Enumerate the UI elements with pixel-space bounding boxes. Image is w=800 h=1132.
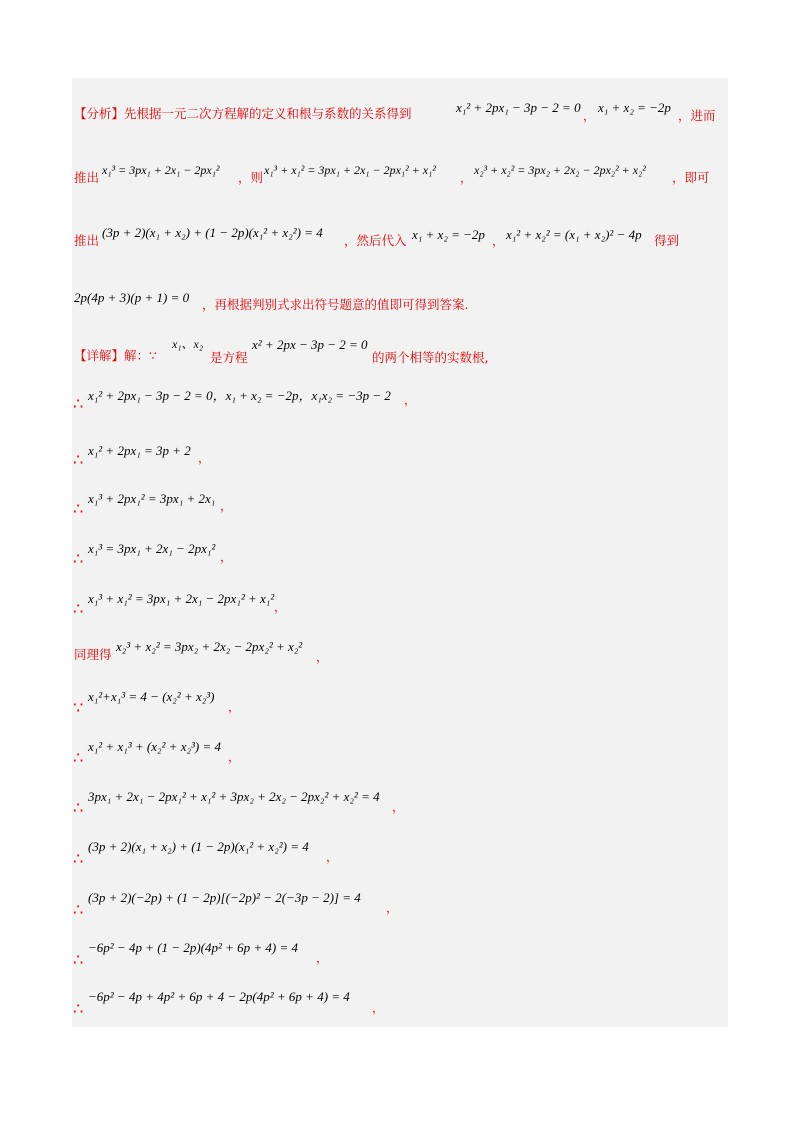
comma: ， bbox=[220, 550, 233, 564]
analysis-text: ，然后代入 bbox=[344, 233, 407, 248]
therefore-symbol: ∴ bbox=[73, 849, 84, 868]
formula: x₁² + x₂² = (x₁ + x₂)² − 4p bbox=[506, 227, 642, 242]
because-symbol: ∵ bbox=[73, 698, 84, 717]
analysis-text: 推出 bbox=[74, 170, 100, 185]
therefore-symbol: ∴ bbox=[73, 499, 84, 518]
formula: x² + 2px − 3p − 2 = 0 bbox=[252, 337, 368, 352]
formula-step-3: x₁³ + 2px₁² = 3px₁ + 2x₁ bbox=[88, 491, 216, 506]
formula: x₁ + x₂ = −2p bbox=[412, 227, 485, 242]
analysis-line-1 bbox=[74, 108, 412, 121]
comma: ， bbox=[228, 700, 241, 714]
formula-step-13: −6p² − 4p + 4p² + 6p + 4 − 2p(4p² + 6p + 4) = 4 bbox=[88, 989, 350, 1004]
formula-step-7: x₁²+x₁³ = 4 − (x₂² + x₂³) bbox=[88, 689, 215, 704]
analysis-text: ，即可 bbox=[672, 170, 710, 185]
therefore-symbol: ∴ bbox=[73, 798, 84, 817]
analysis-text: 得到 bbox=[654, 233, 680, 248]
therefore-symbol: ∴ bbox=[73, 999, 84, 1018]
comma: ， bbox=[316, 650, 329, 664]
formula-step-1: x₁² + 2px₁ − 3p − 2 = 0，x₁ + x₂ = −2p，x₁x₂ = −3p − 2 bbox=[88, 388, 391, 403]
comma: ， bbox=[492, 234, 505, 248]
comma: ， bbox=[392, 800, 405, 814]
formula: 2p(4p + 3)(p + 1) = 0 bbox=[74, 290, 190, 305]
comma: ， bbox=[228, 750, 241, 764]
analysis-text: ，进而 bbox=[678, 108, 716, 123]
comma: ， bbox=[372, 1001, 385, 1015]
comma: ， bbox=[220, 499, 233, 513]
therefore-symbol: ∴ bbox=[73, 748, 84, 767]
formula-step-5: x₁³ + x₁² = 3px₁ + 2x₁ − 2px₁² + x₁² bbox=[88, 591, 275, 606]
formula-step-11: (3p + 2)(−2p) + (1 − 2p)[(−2p)² − 2(−3p − 2)] = 4 bbox=[88, 890, 361, 905]
analysis-text: ，再根据判别式求出符号题意的值即可得到答案. bbox=[202, 297, 469, 312]
analysis-text: 推出 bbox=[74, 233, 100, 248]
comma: ， bbox=[198, 451, 211, 465]
therefore-symbol: ∴ bbox=[73, 450, 84, 469]
solution-text: 是方程 bbox=[210, 350, 248, 365]
comma: ， bbox=[386, 901, 399, 915]
analysis-text: ，则 bbox=[238, 170, 264, 185]
formula: x₁、x₂ bbox=[172, 337, 203, 351]
solution-intro bbox=[74, 350, 157, 363]
comma: ， bbox=[316, 951, 329, 965]
comma: ， bbox=[460, 171, 473, 185]
comma: ， bbox=[326, 850, 339, 864]
formula-step-12: −6p² − 4p + (1 − 2p)(4p² + 6p + 4) = 4 bbox=[88, 940, 299, 955]
solution-text: 的两个相等的实数根, bbox=[372, 350, 489, 365]
therefore-symbol: ∴ bbox=[73, 950, 84, 969]
comma: ， bbox=[274, 600, 287, 614]
formula: x₁³ + x₁² = 3px₁ + 2x₁ − 2px₁² + x₁² bbox=[264, 163, 436, 177]
therefore-symbol: ∴ bbox=[73, 599, 84, 618]
solution-tag: 【详解】 bbox=[74, 348, 125, 363]
formula: x₁ + x₂ = −2p bbox=[598, 100, 671, 115]
formula: x₂³ + x₂² = 3px₂ + 2x₂ − 2px₂² + x₂² bbox=[474, 163, 646, 177]
formula-step-8: x₁² + x₁³ + (x₂² + x₂³) = 4 bbox=[88, 739, 221, 754]
formula-step-10: (3p + 2)(x₁ + x₂) + (1 − 2p)(x₁² + x₂²) = 4 bbox=[88, 839, 309, 854]
formula: x₁² + 2px₁ − 3p − 2 = 0 bbox=[456, 100, 581, 115]
analysis-tag: 【分析】 bbox=[74, 106, 125, 121]
therefore-symbol: ∴ bbox=[73, 900, 84, 919]
formula-step-4: x₁³ = 3px₁ + 2x₁ − 2px₁² bbox=[88, 541, 216, 556]
formula-step-9: 3px₁ + 2x₁ − 2px₁² + x₁² + 3px₂ + 2x₂ − 2px₂² + x₂² = 4 bbox=[88, 789, 380, 804]
comma: ， bbox=[404, 393, 417, 407]
analysis-text: 先根据一元二次方程解的定义和根与系数的关系得到 bbox=[124, 106, 412, 121]
formula-step-6: x₂³ + x₂² = 3px₂ + 2x₂ − 2px₂² + x₂² bbox=[116, 639, 303, 654]
comma: ， bbox=[583, 109, 596, 123]
formula: x₁³ = 3px₁ + 2x₁ − 2px₁² bbox=[102, 163, 220, 177]
solution-text: 解：∵ bbox=[124, 348, 157, 363]
formula: (3p + 2)(x₁ + x₂) + (1 − 2p)(x₁² + x₂²) = 4 bbox=[102, 225, 323, 240]
solution-text: 同理得 bbox=[74, 647, 112, 662]
therefore-symbol: ∴ bbox=[73, 549, 84, 568]
formula-step-2: x₁² + 2px₁ = 3p + 2 bbox=[88, 443, 191, 458]
therefore-symbol: ∴ bbox=[73, 394, 84, 413]
